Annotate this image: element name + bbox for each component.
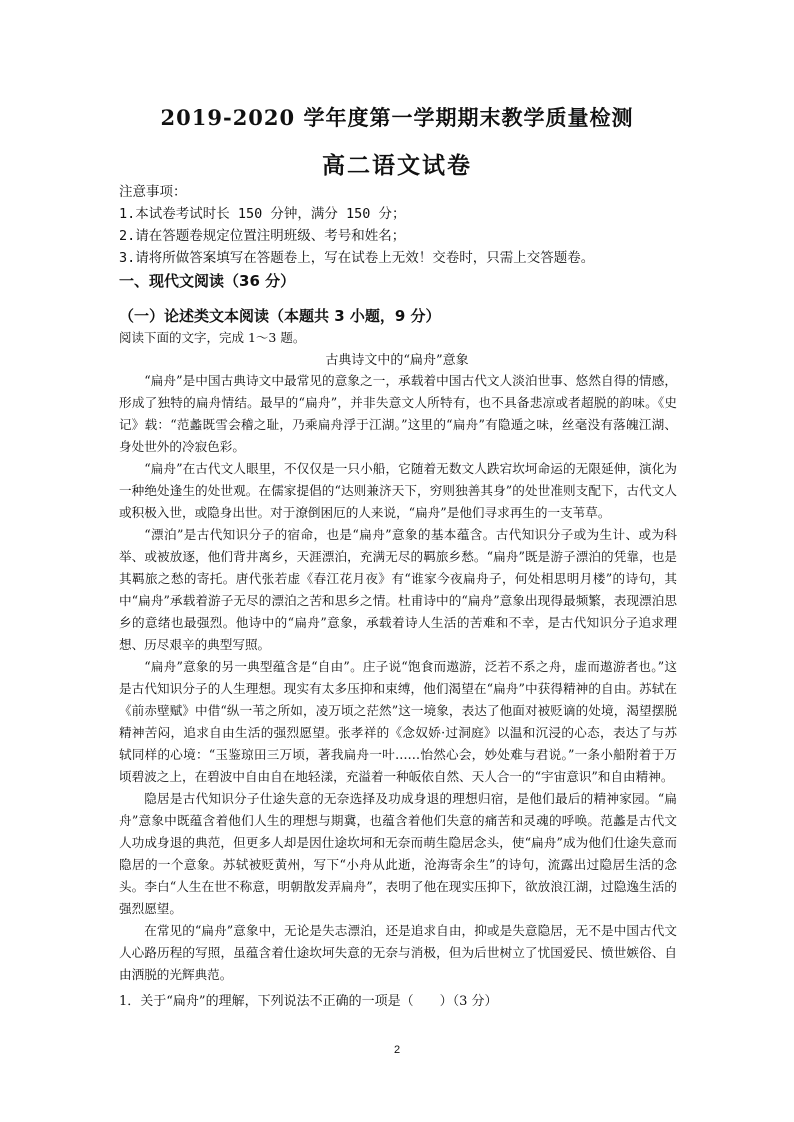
notes-label: 注意事项： bbox=[119, 184, 187, 200]
essay-title: 古典诗文中的“扁舟”意象 bbox=[325, 353, 469, 368]
essay-body bbox=[119, 370, 677, 986]
section-heading: 一、现代文阅读（36 分） bbox=[119, 272, 296, 290]
reading-instruction: 阅读下面的文字，完成 1～3 题。 bbox=[119, 330, 306, 345]
notes-item: 1.本试卷考试时长 150 分钟，满分 150 分； bbox=[119, 206, 406, 222]
question-1: 1．关于“扁舟”的理解，下列说法不正确的一项是（ ）（3 分） bbox=[119, 994, 498, 1009]
essay-paragraph: “扁舟”是中国古典诗文中最常见的意象之一，承载着中国古代文人淡泊世事、悠然自得的情感，形成了独特的扁舟情结。最早的“扁舟”，并非失意文人所特有，也不具备悲凉或者超脱的韵味。《史记》载：“范蠡既雪会稽之耻，乃乘扁舟浮于江湖。”这里的“扁舟”有隐遁之味，丝毫没有落魄江湖、身处世外的冷寂色彩。 bbox=[119, 373, 677, 454]
notes-item: 3.请将所做答案填写在答题卷上，写在试卷上无效！交卷时，只需上交答题卷。 bbox=[119, 250, 595, 266]
section-subheading: （一）论述类文本阅读（本题共 3 小题，9 分） bbox=[119, 307, 441, 325]
exam-subtitle: 高二语文试卷 bbox=[322, 152, 472, 179]
exam-title: 2019-2020 学年度第一学期期末教学质量检测 bbox=[160, 105, 634, 130]
essay-paragraph: “扁舟”意象的另一典型蕴含是“自由”。庄子说“饱食而遨游，泛若不系之舟，虚而遨游者也。”这是古代知识分子的人生理想。现实有太多压抑和束缚，他们渴望在“扁舟”中获得精神的自由。苏轼在《前赤壁赋》中借“纵一苇之所如，凌万顷之茫然”这一境象，表达了他面对被贬谪的处境，渴望摆脱精神苦闷，追求自由生活的强烈愿望。张孝祥的《念奴娇·过洞庭》以温和沉浸的心态，表达了与苏轼同样的心境：“玉鉴琼田三万顷，著我扁舟一叶……怡然心会，妙处难与君说。”一条小船附着于万顷碧波之上，在碧波中自由自在地轻漾，充溢着一种皈依自然、天人合一的“宇宙意识”和自由精神。 bbox=[119, 659, 677, 784]
essay-paragraph: “漂泊”是古代知识分子的宿命，也是“扁舟”意象的基本蕴含。古代知识分子或为生计、或为科举、或被放逐，他们背井离乡，天涯漂泊，充满无尽的羁旅乡愁。“扁舟”既是游子漂泊的凭靠，也是其羁旅之愁的寄托。唐代张若虚《春江花月夜》有“谁家今夜扁舟子，何处相思明月楼”的诗句，其中“扁舟”承载着游子无尽的漂泊之苦和思乡之情。杜甫诗中的“扁舟”意象出现得最频繁，表现漂泊思乡的意绪也最强烈。他诗中的“扁舟”意象，承载着诗人生活的苦难和不幸，是古代知识分子追求理想、历尽艰辛的典型写照。 bbox=[119, 527, 677, 652]
page-number: 2 bbox=[393, 1044, 401, 1056]
exam-notes bbox=[119, 181, 679, 269]
essay-paragraph: 隐居是古代知识分子仕途失意的无奈选择及功成身退的理想归宿，是他们最后的精神家园。“扁舟”意象中既蕴含着他们人生的理想与期冀，也蕴含着他们失意的痛苦和灵魂的呼唤。范蠡是古代文人功成身退的典范，但更多人却是因仕途坎坷和无奈而萌生隐居念头，使“扁舟”成为他们仕途失意而隐居的一个意象。苏轼被贬黄州，写下“小舟从此逝，沧海寄余生”的诗句，流露出过隐居生活的念头。李白“人生在世不称意，明朝散发弄扁舟”，表明了他在现实压抑下，欲放浪江湖，过隐逸生活的强烈愿望。 bbox=[119, 791, 677, 916]
essay-paragraph: 在常见的“扁舟”意象中，无论是失志漂泊，还是追求自由，抑或是失意隐居，无不是中国古代文人心路历程的写照，虽蕴含着仕途坎坷失意的无奈与消极，但为后世树立了忧国爱民、愤世嫉俗、自由洒脱的光辉典范。 bbox=[119, 923, 677, 982]
notes-item: 2.请在答题卷规定位置注明班级、考号和姓名； bbox=[119, 228, 406, 244]
essay-paragraph: “扁舟”在古代文人眼里，不仅仅是一只小船，它随着无数文人跌宕坎坷命运的无限延伸，演化为一种绝处逢生的处世观。在儒家提倡的“达则兼济天下，穷则独善其身”的处世准则支配下，古代文人或积极入世，或隐身出世。对于潦倒困厄的人来说，“扁舟”是他们寻求再生的一支苇草。 bbox=[119, 461, 677, 520]
